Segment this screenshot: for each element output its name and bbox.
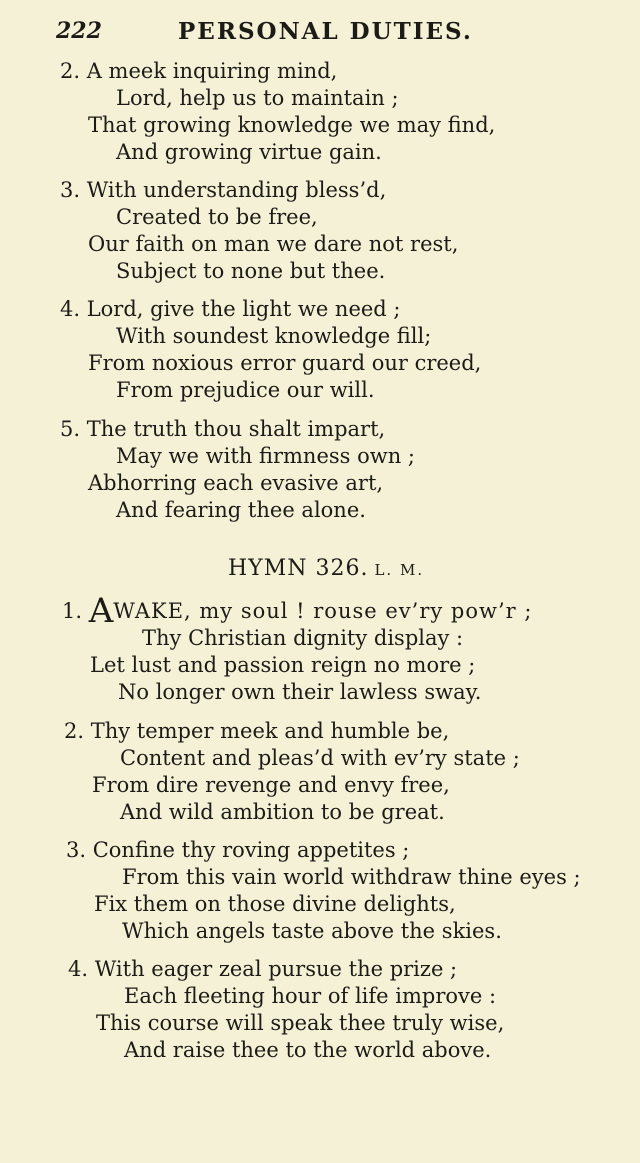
- stanza-number: 1.: [62, 599, 83, 623]
- verse-line: With soundest knowledge fill;: [116, 324, 432, 348]
- verse-line: No longer own their lawless sway.: [118, 680, 482, 704]
- verse-line: Lord, help us to maintain ;: [116, 86, 399, 110]
- verse-line: Content and pleas’d with ev’ry state ;: [120, 746, 520, 770]
- verse-line: From prejudice our will.: [116, 378, 375, 402]
- verse-line: Abhorring each evasive art,: [88, 471, 384, 495]
- verse-line: Which angels taste above the skies.: [122, 919, 502, 943]
- verse-line: From dire revenge and envy free,: [92, 773, 450, 797]
- verse-line: This course will speak thee truly wise,: [96, 1011, 505, 1035]
- verse-line: 2. A meek inquiring mind,: [60, 59, 338, 83]
- verse-line: Created to be free,: [116, 205, 318, 229]
- hymn-title: HYMN 326.: [228, 556, 369, 581]
- verse-line: 2. Thy temper meek and humble be,: [64, 719, 450, 743]
- verse-line: [62, 591, 533, 631]
- verse-line: 4. Lord, give the light we need ;: [60, 297, 401, 321]
- verse-line: And fearing thee alone.: [116, 498, 366, 522]
- verse-line: 4. With eager zeal pursue the prize ;: [68, 957, 458, 981]
- verse-line: Subject to none but thee.: [116, 259, 386, 283]
- verse-line: And raise thee to the world above.: [124, 1038, 492, 1062]
- hymn-meter: L. M.: [374, 561, 425, 579]
- verse-line: From this vain world withdraw thine eyes ;: [122, 865, 581, 889]
- verse-line: Our faith on man we dare not rest,: [88, 232, 459, 256]
- page-header: [56, 18, 476, 48]
- verse-line: 5. The truth thou shalt impart,: [60, 417, 386, 441]
- verse-line: 3. With understanding bless’d,: [60, 178, 387, 202]
- verse-line: May we with firmness own ;: [116, 444, 416, 468]
- verse-line: Let lust and passion reign no more ;: [90, 653, 476, 677]
- verse-line-rest: WAKE, my soul ! rouse ev’ry pow’r ;: [113, 599, 533, 623]
- verse-line: Fix them on those divine delights,: [94, 892, 456, 916]
- verse-line: 3. Confine thy roving appetites ;: [66, 838, 410, 862]
- verse-line: And growing virtue gain.: [116, 140, 382, 164]
- hymn-heading: [228, 556, 424, 581]
- verse-line: And wild ambition to be great.: [120, 800, 445, 824]
- verse-line: From noxious error guard our creed,: [88, 351, 482, 375]
- verse-line: That growing knowledge we may find,: [88, 113, 496, 137]
- verse-line: Each fleeting hour of life improve :: [124, 984, 497, 1008]
- drop-cap: A: [88, 591, 114, 631]
- page-number: 222: [56, 18, 102, 44]
- running-head: PERSONAL DUTIES.: [178, 18, 473, 45]
- verse-line: Thy Christian dignity display :: [142, 626, 464, 650]
